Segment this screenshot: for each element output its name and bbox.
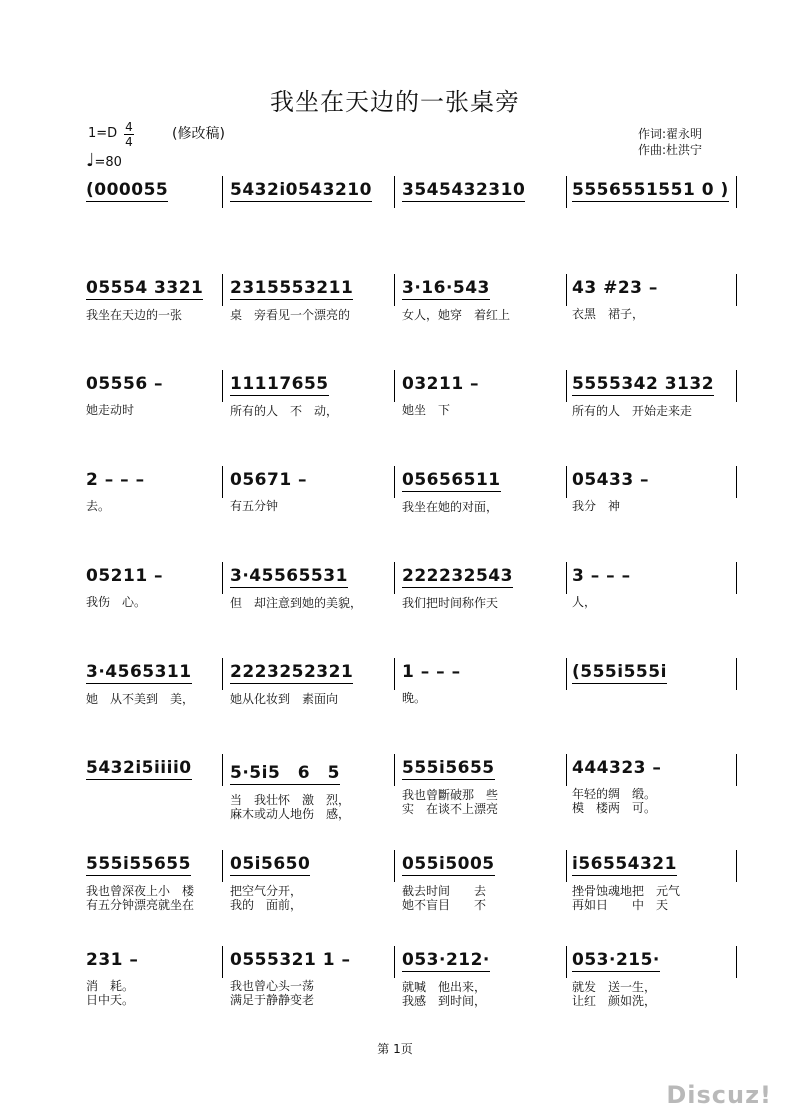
measure-notes: 055i5005	[402, 854, 495, 874]
lyric-line: 我坐在她的对面，	[402, 500, 499, 514]
lyric-line-2: 她不盲目 不	[402, 898, 487, 912]
measure	[230, 180, 394, 210]
measure	[572, 950, 736, 1008]
song-title: 我坐在天边的一张桌旁	[270, 88, 520, 116]
tempo-value: =80	[94, 155, 122, 170]
lyric-line: 年轻的绸 缎。	[572, 787, 657, 801]
lyric-line: 我也曾心头一荡	[230, 979, 315, 993]
barline	[566, 754, 567, 786]
lyric-line: 她走动时	[86, 403, 135, 417]
measure-notes: 053·215·	[572, 950, 660, 970]
lyric-line: 我也曾深夜上小 楼	[86, 884, 195, 898]
measure	[230, 854, 394, 912]
lyric-line: 桌 旁看见一个漂亮的	[230, 308, 351, 322]
lyric-line: 我坐在天边的一张	[86, 308, 183, 322]
measure-notes: (555i555i	[572, 662, 667, 682]
measure-notes: 3545432310	[402, 180, 526, 200]
meter-bottom: 4	[125, 135, 133, 149]
measure	[402, 950, 566, 1008]
lyric-line: 当 我壮怀 激 烈，	[230, 793, 351, 807]
lyric-line: 衣黑 裙子，	[572, 307, 645, 321]
lyric-line: 挫骨蚀魂地把 元气	[572, 884, 681, 898]
composer: 作曲:杜洪宁	[638, 143, 703, 157]
score-system	[84, 470, 740, 542]
barline	[566, 370, 567, 402]
lyric-line: 她从化妆到 素面向	[230, 692, 339, 706]
measure	[572, 854, 736, 912]
barline	[566, 176, 567, 208]
measure	[402, 854, 566, 912]
barline	[394, 466, 395, 498]
lyric-line: 消 耗。	[86, 979, 135, 993]
lyric-line: 我们把时间称作天	[402, 596, 499, 610]
lyric-line: 女人，她穿 着红上	[402, 308, 511, 322]
measure	[572, 470, 736, 513]
lyric-line: 把空气分开，	[230, 884, 303, 898]
measure-notes: 3·16·543	[402, 278, 490, 298]
barline	[394, 176, 395, 208]
lyric-line-2: 日中天。	[86, 993, 135, 1007]
time-signature	[124, 120, 134, 149]
barline	[394, 850, 395, 882]
measure	[86, 662, 250, 706]
measure-notes: 555i5655	[402, 758, 495, 778]
lyric-line: 去。	[86, 499, 111, 513]
barline	[566, 562, 567, 594]
lyric-line-2: 实 在谈不上漂亮	[402, 802, 499, 816]
barline	[736, 370, 737, 402]
measure-notes: 5556551551 0 )	[572, 180, 729, 200]
credits	[638, 126, 702, 158]
measure-notes: 5432i5iiii0	[86, 758, 192, 778]
measure	[230, 662, 394, 706]
quarter-note-icon: ♩	[86, 150, 95, 171]
measure	[572, 374, 736, 418]
measure-notes: 3·4565311	[86, 662, 192, 682]
measure-notes: 3 – – –	[572, 566, 631, 586]
measure	[86, 950, 250, 1007]
barline	[566, 658, 567, 690]
barline	[566, 466, 567, 498]
barline	[394, 658, 395, 690]
score-system	[84, 758, 740, 830]
barline	[736, 274, 737, 306]
measure	[86, 278, 250, 322]
lyric-line-2: 再如日 中 天	[572, 898, 669, 912]
barline	[736, 562, 737, 594]
measure-notes: 43 #23 –	[572, 278, 658, 298]
lyric-line: 她坐 下	[402, 403, 451, 417]
barline	[736, 658, 737, 690]
measure	[402, 180, 566, 210]
barline	[736, 466, 737, 498]
barline	[394, 274, 395, 306]
measure	[572, 180, 736, 210]
lyric-line-2: 有五分钟漂亮就坐在	[86, 898, 195, 912]
lyric-line-2: 我的 面前，	[230, 898, 303, 912]
barline	[736, 850, 737, 882]
lyric-line: 晚。	[402, 691, 427, 705]
measure	[230, 758, 394, 821]
measure-notes: 05i5650	[230, 854, 311, 874]
measure-notes: 222232543	[402, 566, 513, 586]
measure	[402, 470, 566, 514]
measure	[402, 566, 566, 610]
lyric-line-2: 模 楼两 可。	[572, 801, 657, 815]
measure	[86, 854, 250, 912]
barline	[566, 274, 567, 306]
lyric-line: 所有的人 不 动，	[230, 404, 339, 418]
measure-notes: 05433 –	[572, 470, 650, 490]
barline	[394, 946, 395, 978]
lyric-line-2: 我感 到时间，	[402, 994, 487, 1008]
lyric-line: 就喊 他出来，	[402, 980, 487, 994]
measure-notes: 05556 –	[86, 374, 164, 394]
measure-notes: 05656511	[402, 470, 501, 490]
measure-notes: 0555321 1 –	[230, 950, 351, 970]
lyric-line: 所有的人 开始走来走	[572, 404, 693, 418]
measure-notes: 05671 –	[230, 470, 308, 490]
score-system	[84, 662, 740, 734]
lyricist: 作词:翟永明	[638, 127, 703, 141]
measure	[572, 278, 736, 321]
measure-notes: 3·45565531	[230, 566, 348, 586]
barline	[736, 754, 737, 786]
measure-notes: 5555342 3132	[572, 374, 715, 394]
lyric-line: 我分 神	[572, 499, 621, 513]
lyric-line-2: 满足于静静变老	[230, 993, 315, 1007]
barline	[566, 850, 567, 882]
measure	[230, 566, 394, 610]
page-number: 第 1页	[377, 1042, 413, 1056]
measure	[402, 374, 566, 417]
measure-notes: 1 – – –	[402, 662, 461, 682]
barline	[394, 370, 395, 402]
barline	[394, 562, 395, 594]
measure-notes: 2315553211	[230, 278, 354, 298]
measure	[572, 758, 736, 815]
measure-notes: i56554321	[572, 854, 677, 874]
measure-notes: 555i55655	[86, 854, 191, 874]
barline	[736, 946, 737, 978]
lyric-line: 我伤 心。	[86, 595, 147, 609]
tempo-mark	[86, 150, 122, 171]
measure	[86, 758, 250, 788]
score-system	[84, 854, 740, 926]
lyric-line: 她 从不美到 美，	[86, 692, 195, 706]
measure	[402, 662, 566, 705]
measure	[230, 278, 394, 322]
measure	[230, 470, 394, 513]
watermark-logo: Discuz!	[666, 1081, 772, 1109]
meter-top: 4	[125, 120, 133, 134]
measure	[572, 662, 736, 692]
lyric-line-2: 麻木或动人地伤 感，	[230, 807, 351, 821]
measure	[230, 374, 394, 418]
measure-notes: 03211 –	[402, 374, 480, 394]
lyric-line: 有五分钟	[230, 499, 279, 513]
measure	[86, 470, 250, 513]
measure-notes: 2 – – –	[86, 470, 145, 490]
barline	[566, 946, 567, 978]
measure-notes: 05211 –	[86, 566, 164, 586]
measure-notes: 231 –	[86, 950, 139, 970]
lyric-line: 就发 送一生，	[572, 980, 657, 994]
lyric-line: 人，	[572, 595, 597, 609]
barline	[736, 176, 737, 208]
score-system	[84, 950, 740, 1022]
measure-notes: 5·5i5 6 5	[230, 758, 340, 785]
measure-notes: 11117655	[230, 374, 329, 394]
score-system	[84, 278, 740, 350]
measure	[402, 758, 566, 816]
revision-label: (修改稿)	[172, 126, 225, 142]
lyric-line: 我也曾斷破那 些	[402, 788, 499, 802]
score-system	[84, 566, 740, 638]
lyric-line-2: 让红 颜如洗，	[572, 994, 657, 1008]
barline	[394, 754, 395, 786]
measure-notes: 2223252321	[230, 662, 354, 682]
key-signature: 1=D	[88, 126, 118, 141]
score-system	[84, 374, 740, 446]
lyric-line: 但 却注意到她的美貌，	[230, 596, 363, 610]
measure	[402, 278, 566, 322]
measure-notes: 444323 –	[572, 758, 662, 778]
measure-notes: 053·212·	[402, 950, 490, 970]
measure	[86, 566, 250, 609]
measure	[86, 180, 250, 210]
measure-notes: 05554 3321	[86, 278, 204, 298]
measure	[572, 566, 736, 609]
measure-notes: (000055	[86, 180, 169, 200]
measure-notes: 5432i0543210	[230, 180, 372, 200]
lyric-line: 截去时间 去	[402, 884, 487, 898]
score-system	[84, 180, 740, 252]
measure	[86, 374, 250, 417]
measure	[230, 950, 394, 1007]
